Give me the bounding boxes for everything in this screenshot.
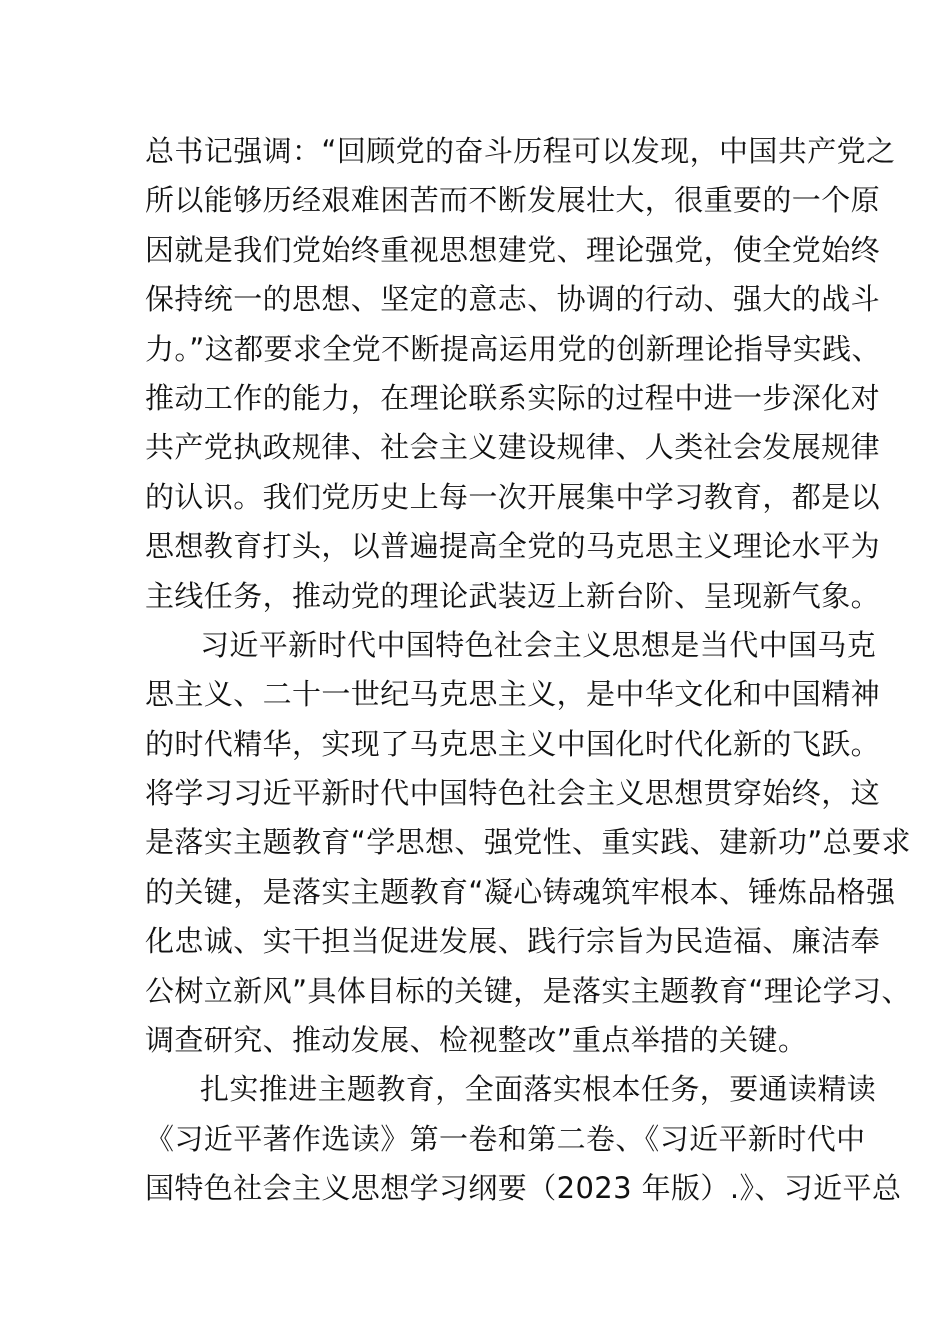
text-line: 所以能够历经艰难困苦而不断发展壮大，很重要的一个原 [145,183,881,218]
text-line: 国特色社会主义思想学习纲要（2023 年版）.》、习近平总 [145,1171,902,1206]
text-line: 推动工作的能力，在理论联系实际的过程中进一步深化对 [145,380,881,415]
text-line: 将学习习近平新时代中国特色社会主义思想贯穿始终，这 [145,776,881,811]
text-line: 思想教育打头，以普遍提高全党的马克思主义理论水平为 [145,529,881,564]
text-line: 的关键，是落实主题教育“凝心铸魂筑牢根本、锤炼品格强 [145,874,896,909]
text-line: 调查研究、推动发展、检视整改”重点举措的关键。 [145,1023,808,1058]
text-line: 因就是我们党始终重视思想建党、理论强党，使全党始终 [145,232,881,267]
text-line: 的认识。我们党历史上每一次开展集中学习教育，都是以 [145,479,881,514]
text-line: 《习近平著作选读》第一卷和第二卷、《习近平新时代中 [145,1121,866,1156]
text-line: 是落实主题教育“学思想、强党性、重实践、建新功”总要求 [145,825,911,860]
text-line: 保持统一的思想、坚定的意志、协调的行动、强大的战斗 [145,282,881,317]
paragraph-first-line: 习近平新时代中国特色社会主义思想是当代中国马克 [200,627,877,662]
text-line: 主线任务，推动党的理论武装迈上新台阶、呈现新气象。 [145,578,881,613]
paragraph-first-line: 扎实推进主题教育，全面落实根本任务，要通读精读 [200,1072,877,1107]
text-line: 力。”这都要求全党不断提高运用党的创新理论指导实践、 [145,331,881,366]
text-line: 公树立新风”具体目标的关键，是落实主题教育“理论学习、 [145,973,911,1008]
body-text [145,127,911,1214]
text-line: 共产党执政规律、社会主义建设规律、人类社会发展规律 [145,430,881,465]
text-line: 总书记强调：“回顾党的奋斗历程可以发现，中国共产党之 [145,134,896,168]
text-line: 化忠诚、实干担当促进发展、践行宗旨为民造福、廉洁奉 [145,924,881,959]
text-line: 的时代精华，实现了马克思主义中国化时代化新的飞跃。 [145,726,881,761]
text-line: 思主义、二十一世纪马克思主义，是中华文化和中国精神 [145,677,881,712]
